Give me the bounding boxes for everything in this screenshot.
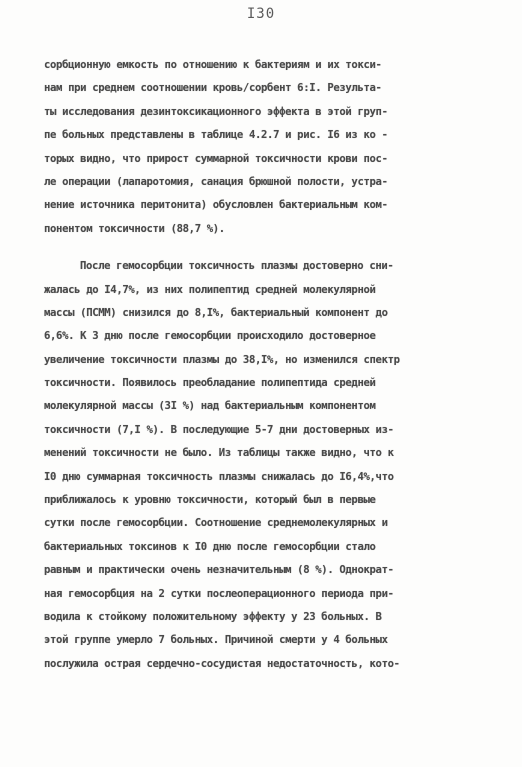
text-line: токсичности (7,I %). В последующие 5-7 дни достоверных из- <box>44 423 394 436</box>
body-text <box>44 54 484 676</box>
page-number: I30 <box>246 6 276 22</box>
text-line: 6,6%. К 3 дню после гемосорбции происходило достоверное <box>44 330 376 343</box>
text-line: ле операции (лапаротомия, санация брюшной полости, устра- <box>44 175 388 188</box>
text-line: нение источника перитонита) обусловлен бактериальным ком- <box>44 199 388 212</box>
text-line: ная гемосорбция на 2 сутки послеоперационного периода при- <box>44 587 394 600</box>
text-line: нам при среднем соотношении кровь/сорбент 6:I. Результа- <box>44 82 382 95</box>
paragraph-1 <box>44 54 484 241</box>
text-line: приближалось к уровню токсичности, который был в первые <box>44 494 376 507</box>
text-line: послужила острая сердечно-сосудистая недостаточность, кото- <box>44 657 400 670</box>
text-line: водила к стойкому положительному эффекту у 23 больных. В <box>44 610 382 623</box>
text-line: молекулярной массы (3I %) над бактериальным компонентом <box>44 400 376 413</box>
text-line: понентом токсичности (88,7 %). <box>44 222 225 235</box>
text-line: После гемосорбции токсичность плазмы достоверно сни- <box>80 260 394 273</box>
text-line: сутки после гемосорбции. Соотношение среднемолекулярных и <box>44 517 388 530</box>
text-line: менений токсичности не было. Из таблицы также видно, что к <box>44 447 394 460</box>
text-line: I0 дню суммарная токсичность плазмы снижалась до I6,4%,что <box>44 470 394 483</box>
text-line: увеличение токсичности плазмы до 38,I%, но изменился спектр <box>44 353 400 366</box>
text-line: торых видно, что прирост суммарной токсичности крови пос- <box>44 152 388 165</box>
text-line: массы (ПСММ) снизился до 8,I%, бактериальный компонент до <box>44 306 388 319</box>
text-line: жалась до I4,7%, из них полипептид средней молекулярной <box>44 283 376 296</box>
text-line: этой группе умерло 7 больных. Причиной смерти у 4 больных <box>44 634 388 647</box>
text-line: бактериальных токсинов к I0 дню после гемосорбции стало <box>44 540 376 553</box>
paragraph-2 <box>44 255 484 676</box>
text-line: ты исследования дезинтоксикационного эффекта в этой груп- <box>44 105 388 118</box>
text-line: сорбционную емкость по отношению к бактериям и их токси- <box>44 59 382 71</box>
text-line: токсичности. Появилось преобладание полипептида средней <box>44 377 376 390</box>
text-line: пе больных представлены в таблице 4.2.7 и рис. I6 из ко - <box>44 129 388 142</box>
text-line: равным и практически очень незначительным (8 %). Однократ- <box>44 564 394 577</box>
